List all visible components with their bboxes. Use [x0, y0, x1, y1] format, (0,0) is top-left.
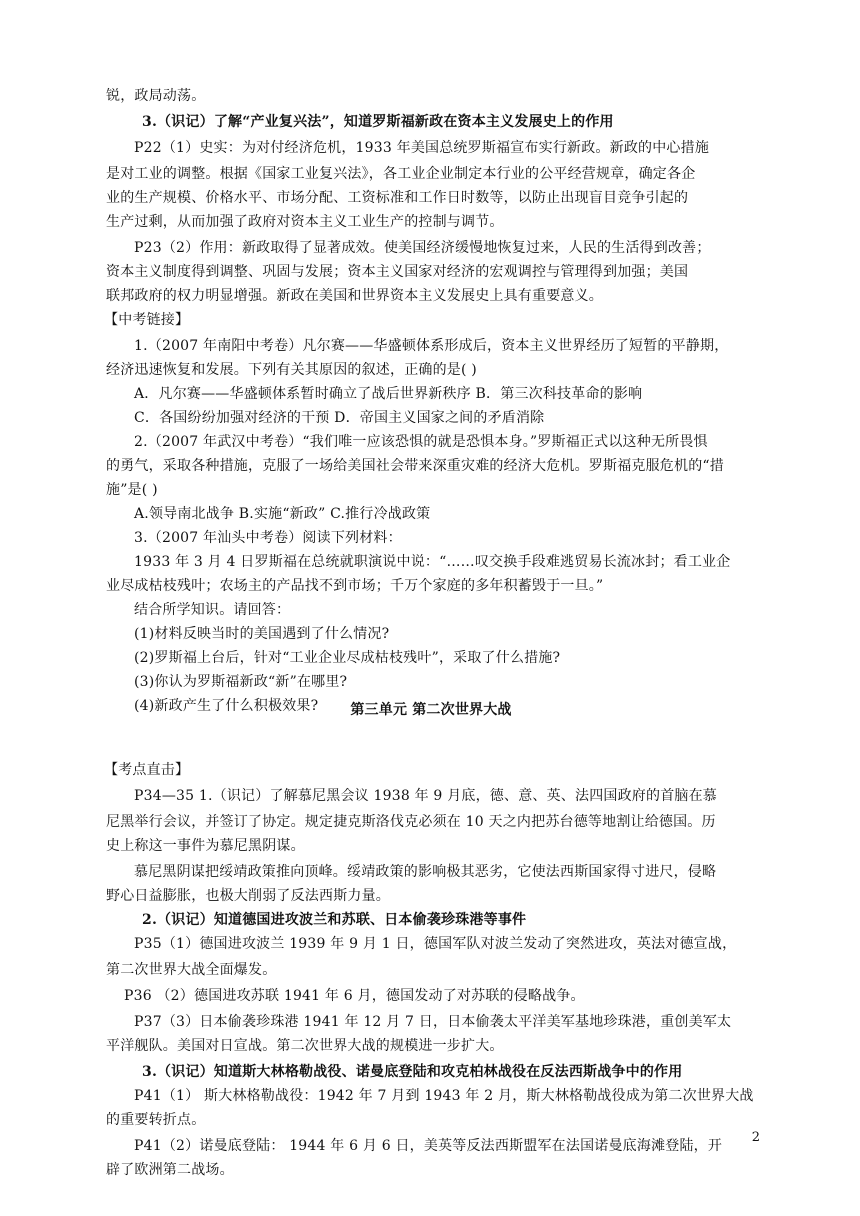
text-line: 尼黑举行会议，并签订了协定。规定捷克斯洛伐克必须在 10 天之内把苏台德等地割让给德国。历 [106, 814, 716, 830]
text-line: 资本主义制度得到调整、巩固与发展；资本主义国家对经济的宏观调控与管理得到加强；美国 [106, 264, 689, 280]
text-line: (4)新政产生了什么积极效果? [134, 698, 319, 714]
text-line: 平洋舰队。美国对日宣战。第二次世界大战的规模进一步扩大。 [106, 1038, 504, 1054]
section-heading: 3.（识记）了解“产业复兴法”，知道罗斯福新政在资本主义发展史上的作用 [142, 114, 614, 130]
text-line: 的重要转折点。 [106, 1112, 206, 1128]
text-line: 史上称这一事件为慕尼黑阴谋。 [106, 838, 305, 854]
text-line: 慕尼黑阴谋把绥靖政策推向顶峰。绥靖政策的影响极其恶劣，它使法西斯国家得寸进尺，侵略 [134, 864, 717, 880]
page-number: 2 [751, 1130, 760, 1145]
text-line: 结合所学知识。请回答： [134, 602, 291, 618]
text-line: 的勇气，采取各种措施，克服了一场给美国社会带来深重灾难的经济大危机。罗斯福克服危机的“措 [106, 458, 724, 474]
text-line: A．凡尔赛——华盛顿体系暂时确立了战后世界新秩序 B．第三次科技革命的影响 [134, 386, 643, 402]
text-line: P34—35 1.（识记）了解慕尼黑会议 1938 年 9 月底，德、意、英、法四国政府的首脑在慕 [134, 788, 717, 804]
text-line: 业尽成枯枝残叶；农场主的产品找不到市场；千万个家庭的多年积蓄毁于一旦。” [106, 578, 604, 594]
text-line: 2.（2007 年武汉中考卷）“我们唯一应该恐惧的就是恐惧本身。”罗斯福正式以这种无所畏惧 [134, 434, 708, 450]
text-line: 1.（2007 年南阳中考卷）凡尔赛——华盛顿体系形成后，资本主义世界经历了短暂的平静期， [134, 338, 729, 354]
text-line: 【考点直击】 [104, 762, 190, 778]
text-line: 生产过剩，从而加强了政府对资本主义工业生产的控制与调节。 [106, 214, 504, 230]
text-line: 1933 年 3 月 4 日罗斯福在总统就职演说中说：“……叹交换手段难逃贸易长流冰封；看工业企 [134, 554, 731, 570]
text-line: 辟了欧洲第二战场。 [106, 1162, 234, 1178]
text-line: P35（1）德国进攻波兰 1939 年 9 月 1 日，德国军队对波兰发动了突然进攻，英法对德宣战， [134, 936, 737, 952]
text-line: 施”是( ) [106, 482, 158, 498]
text-line: 经济迅速恢复和发展。下列有关其原因的叙述，正确的是( ) [106, 362, 477, 378]
text-line: P22（1）史实：为对付经济危机，1933 年美国总统罗斯福宣布实行新政。新政的中心措施 [134, 140, 710, 156]
section-heading: 3.（识记）知道斯大林格勒战役、诺曼底登陆和攻克柏林战役在反法西斯战争中的作用 [142, 1064, 683, 1080]
text-line: P41（2）诺曼底登陆： 1944 年 6 月 6 日，美英等反法西斯盟军在法国诺曼底海滩登陆，开 [134, 1138, 723, 1154]
text-line: P41（1） 斯大林格勒战役：1942 年 7 月到 1943 年 2 月，斯大林格勒战役成为第二次世界大战 [134, 1088, 754, 1104]
text-line: P36 （2）德国进攻苏联 1941 年 6 月，德国发动了对苏联的侵略战争。 [124, 988, 585, 1004]
text-line: 是对工业的调整。根据《国家工业复兴法》，各工业企业制定本行业的公平经营规章，确定各企 [106, 166, 696, 182]
section-heading: 2.（识记）知道德国进攻波兰和苏联、日本偷袭珍珠港等事件 [142, 912, 527, 928]
text-line: 联邦政府的权力明显增强。新政在美国和世界资本主义发展史上具有重要意义。 [106, 288, 603, 304]
text-line: 锐，政局动荡。 [106, 88, 206, 104]
text-line: (1)材料反映当时的美国遇到了什么情况? [134, 626, 390, 642]
text-line: 第二次世界大战全面爆发。 [106, 962, 277, 978]
text-line: 业的生产规模、价格水平、市场分配、工资标准和工作日时数等，以防止出现盲目竞争引起的 [106, 190, 689, 206]
text-line: 【中考链接】 [104, 312, 190, 328]
text-line: C．各国纷纷加强对经济的干预 D．帝国主义国家之间的矛盾消除 [134, 410, 545, 426]
unit-title: 第三单元 第二次世界大战 [350, 702, 512, 718]
text-line: (2)罗斯福上台后，针对“工业企业尽成枯枝残叶”，采取了什么措施? [134, 650, 561, 666]
text-line: P37（3）日本偷袭珍珠港 1941 年 12 月 7 日，日本偷袭太平洋美军基地珍珠港，重创美军太 [134, 1014, 732, 1030]
text-line: P23（2）作用：新政取得了显著成效。使美国经济缓慢地恢复过来，人民的生活得到改善； [134, 240, 711, 256]
text-line: A.领导南北战争 B.实施“新政” C.推行冷战政策 [134, 506, 431, 522]
text-line: 3.（2007 年汕头中考卷）阅读下列材料： [134, 530, 402, 546]
text-line: 野心日益膨胀，也极大削弱了反法西斯力量。 [106, 888, 390, 904]
text-line: (3)你认为罗斯福新政“新”在哪里? [134, 674, 348, 690]
